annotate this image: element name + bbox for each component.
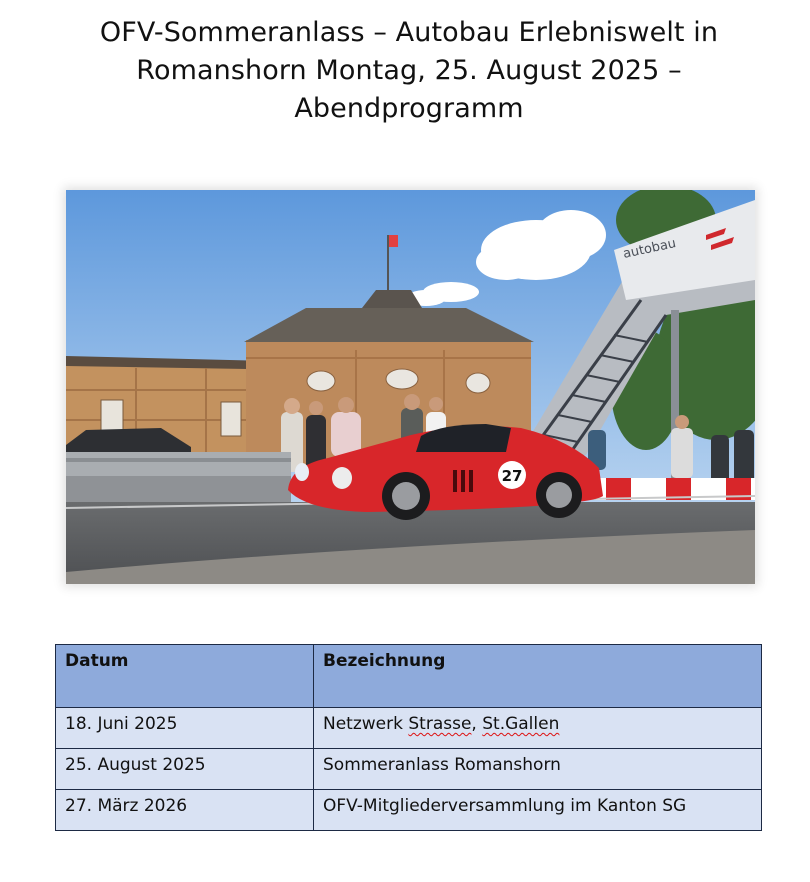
text-segment: Netzwerk bbox=[323, 714, 403, 734]
cell-datum: 27. März 2026 bbox=[56, 790, 314, 831]
table-header-row bbox=[56, 645, 762, 708]
title-line-3: Abendprogramm bbox=[294, 93, 524, 124]
event-photo bbox=[66, 190, 755, 584]
race-number: 27 bbox=[501, 467, 523, 485]
spellcheck-underlined-word: St.Gallen bbox=[482, 714, 560, 734]
table-row bbox=[56, 708, 762, 749]
guardrail bbox=[66, 452, 291, 506]
document-title bbox=[40, 14, 778, 128]
cell-datum: 18. Juni 2025 bbox=[56, 708, 314, 749]
events-table bbox=[55, 644, 762, 831]
table-row bbox=[56, 749, 762, 790]
table-row bbox=[56, 790, 762, 831]
header-bezeichnung: Bezeichnung bbox=[314, 645, 762, 708]
cell-bezeichnung: Sommeranlass Romanshorn bbox=[314, 749, 762, 790]
header-datum: Datum bbox=[56, 645, 314, 708]
cell-bezeichnung: OFV-Mitgliederversammlung im Kanton SG bbox=[314, 790, 762, 831]
text-segment: , bbox=[471, 714, 483, 734]
title-line-1: OFV-Sommeranlass – Autobau Erlebniswelt in bbox=[99, 17, 719, 48]
cell-bezeichnung bbox=[314, 708, 762, 749]
cell-datum: 25. August 2025 bbox=[56, 749, 314, 790]
title-line-2: Romanshorn Montag, 25. August 2025 – bbox=[136, 55, 682, 86]
spellcheck-underlined-word: Strasse bbox=[408, 714, 472, 734]
banner-text: autobau bbox=[621, 236, 678, 262]
